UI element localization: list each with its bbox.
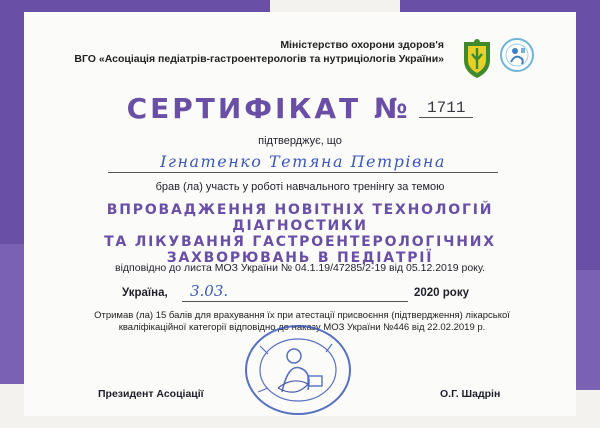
president-label: Президент Асоціації (98, 388, 204, 400)
president-name: О.Г. Шадрін (440, 388, 501, 400)
topic-line-2: ТА ЛІКУВАННЯ ГАСТРОЕНТЕРОЛОГІЧНИХ (104, 234, 496, 250)
points-line-2: кваліфікаційної категорії відповідно до наказу МОЗ України №446 від 22.02.2019 р. (118, 322, 486, 333)
association-name: ВГО «Асоціація педіатрів-гастроентерологів та нутриціологів України» (74, 53, 444, 65)
participation-text: брав (ла) участь у роботі навчального тренінгу за темою (155, 181, 445, 193)
date-row (122, 282, 482, 303)
purple-border-right-lower (576, 270, 600, 390)
topic-line-1: ВПРОВАДЖЕННЯ НОВІТНІХ ТЕХНОЛОГІЙ ДІАГНОСТИКИ (106, 202, 494, 234)
year-label: 2020 року (414, 287, 469, 299)
recipient-name: Ігнатенко Тетяна Петрівна (160, 152, 446, 171)
issuer-header (74, 38, 444, 66)
title-label: СЕРТИФІКАТ № (126, 92, 411, 125)
letter-reference: відповідно до листа МОЗ України № 04.1.19/47285/2-19 від 05.12.2019 року. (115, 262, 485, 274)
association-stamp-icon (238, 318, 358, 418)
recipient-name-field (108, 152, 498, 173)
country-label: Україна, (122, 287, 168, 299)
ministry-name: Міністерство охорони здоров'я (280, 39, 444, 51)
training-topic (40, 202, 560, 266)
association-logo-icon (500, 38, 534, 72)
ministry-emblem-icon (460, 36, 494, 80)
certificate-title (0, 92, 600, 125)
certificate-number: 1711 (419, 99, 473, 118)
topic-line-3: ЗАХВОРЮВАНЬ В ПЕДІАТРІЇ (166, 250, 434, 266)
points-line-1: Отримав (ла) 15 балів для врахування їх при атестації присвоєння (підтвердження) лікарської (94, 310, 510, 321)
confirm-text: підтверджує, що (258, 135, 342, 147)
handwritten-date: 3.03. (190, 282, 229, 300)
